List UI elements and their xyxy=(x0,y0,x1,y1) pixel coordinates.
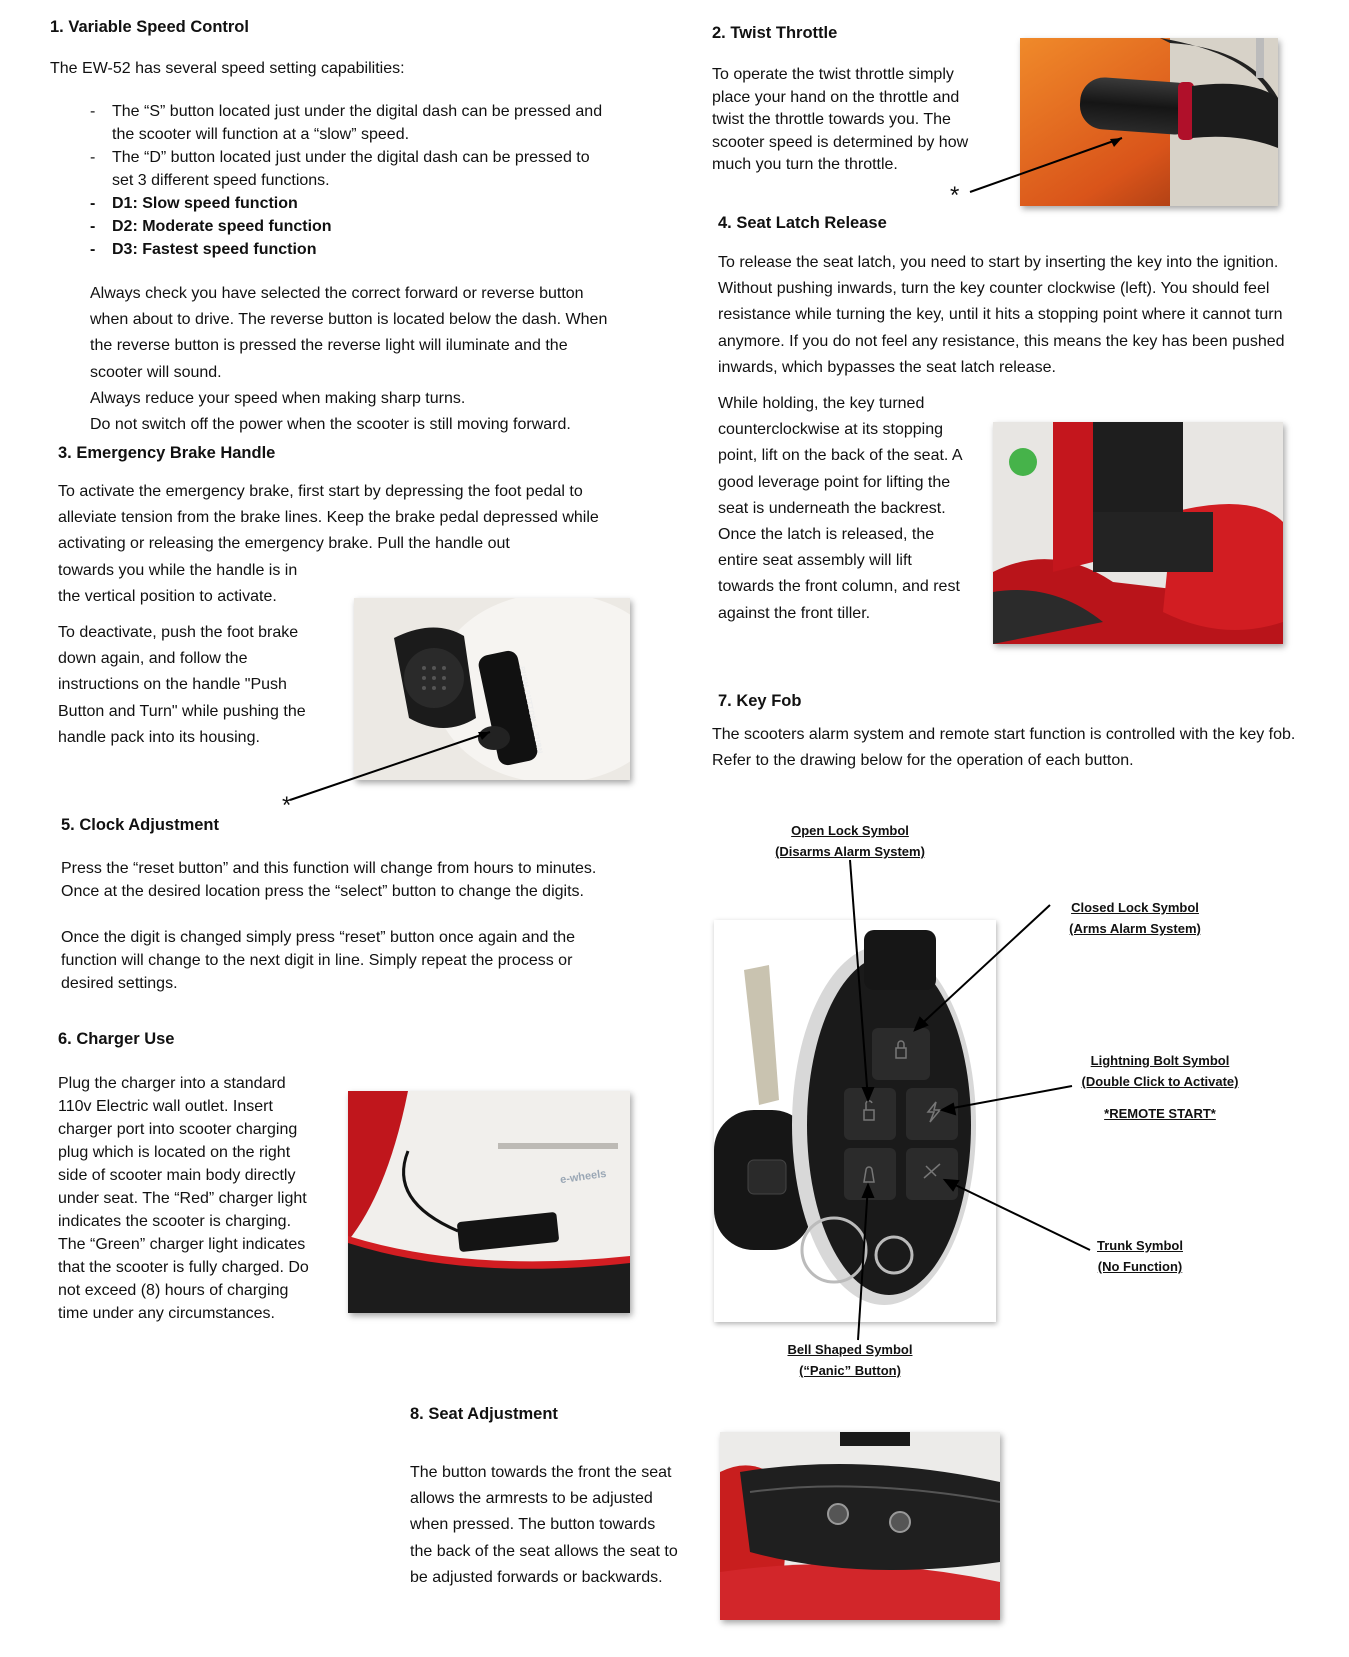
section-text: To deactivate, push the foot brake down again, and follow the instructions on the handle "Push Button and Turn" while pushing the handle pack into its housing. xyxy=(58,624,306,746)
label-desc: (Arms Alarm System) xyxy=(1069,921,1201,936)
section-text: Plug the charger into a standard 110v Electric wall outlet. Insert charger port into scooter charging plug which is located on the right side of scooter main body directly under seat. The “Red” charger light indicates the scooter is charging. The “Green” charger light indicates that the scooter is fully charged. Do not exceed (8) hours of charging time under any circumstances. xyxy=(58,1075,309,1322)
section-key-fob xyxy=(712,692,1322,774)
section-title: 6. Charger Use xyxy=(58,1030,175,1048)
section-clock-adjustment xyxy=(61,816,641,995)
section-title: 7. Key Fob xyxy=(718,692,802,710)
label-desc: (“Panic” Button) xyxy=(799,1363,901,1378)
remote-start-label: *REMOTE START* xyxy=(1104,1106,1216,1121)
section-title: 4. Seat Latch Release xyxy=(718,214,887,232)
note-text: Do not switch off the power when the scooter is still moving forward. xyxy=(90,416,571,434)
section-text: To release the seat latch, you need to start by inserting the key into the ignition. Without pushing inwards, turn the key counter clockwise (left). You should feel resistance while turning the key, until it hits a stopping point where it cannot turn anymore. If you do not feel any resistance, this means the key has been pushed inwards, which bypasses the seat latch release. xyxy=(718,254,1285,376)
speed-notes xyxy=(90,281,615,438)
section-title: 8. Seat Adjustment xyxy=(410,1405,558,1423)
section-title: 2. Twist Throttle xyxy=(712,24,838,42)
list-item: - The “D” button located just under the digital dash can be pressed to set 3 different speed functions. xyxy=(90,146,610,192)
note-text: Always reduce your speed when making sharp turns. xyxy=(90,389,466,407)
section-title: 1. Variable Speed Control xyxy=(50,18,249,36)
section-text: The scooters alarm system and remote start function is controlled with the key fob. Refer to the drawing below for the operation of each button. xyxy=(712,726,1296,770)
list-item: - The “S” button located just under the digital dash can be pressed and the scooter will function at a “slow” speed. xyxy=(90,100,610,146)
key-fob-pointer-lines xyxy=(800,850,1220,1370)
section-text: To operate the twist throttle simply place your hand on the throttle and twist the throttle towards you. The scooter speed is determined by how much you turn the throttle. xyxy=(712,66,969,173)
section-variable-speed xyxy=(50,18,630,438)
asterisk-marker: * xyxy=(282,792,292,819)
section-text: Press the “reset button” and this function will change from hours to minutes. Once at the desired location press the “select” button to change the digits. xyxy=(61,860,597,900)
brand-logo-text: e-wheels xyxy=(559,1167,608,1187)
label-title: Trunk Symbol xyxy=(1097,1238,1183,1253)
section-text: The button towards the front the seat allows the armrests to be adjusted when pressed. The button towards the back of the seat allows the seat to be adjusted forwards or backwards. xyxy=(410,1464,678,1586)
section-twist-throttle xyxy=(712,24,992,177)
label-desc: (Double Click to Activate) xyxy=(1081,1074,1239,1089)
seat-adjustment-photo xyxy=(720,1432,1000,1620)
section-charger-use xyxy=(58,1030,328,1325)
list-item: - D3: Fastest speed function xyxy=(90,238,610,261)
label-title: Closed Lock Symbol xyxy=(1071,900,1199,915)
section-text: towards you while the handle is in the vertical position to activate. xyxy=(58,561,298,605)
seat-latch-photo xyxy=(993,422,1283,644)
handle-label: PUSH BUTTON & TURN xyxy=(517,665,544,755)
label-title: Lightning Bolt Symbol xyxy=(1090,1053,1230,1068)
section-text: While holding, the key turned counterclockwise at its stopping point, lift on the back of the seat. A good leverage point for lifting the seat is underneath the backrest. Once the latch is released, the entire seat assembly will lift towards the front column, and rest against the front tiller. xyxy=(718,395,962,622)
list-item: - D2: Moderate speed function xyxy=(90,215,610,238)
section-seat-adjustment xyxy=(410,1405,690,1591)
label-title: Open Lock Symbol xyxy=(791,823,909,838)
charger-photo xyxy=(348,1091,630,1313)
section-title: 3. Emergency Brake Handle xyxy=(58,444,276,462)
speed-list xyxy=(90,100,610,261)
section-title: 5. Clock Adjustment xyxy=(61,816,219,834)
section-text: Once the digit is changed simply press “reset” button once again and the function will change to the next digit in line. Simply repeat the process or desired settings. xyxy=(61,929,576,992)
label-desc: (No Function) xyxy=(1097,1259,1183,1274)
label-title: Bell Shaped Symbol xyxy=(787,1342,913,1357)
brake-pointer-line xyxy=(280,720,520,820)
asterisk-marker: * xyxy=(950,182,960,209)
section-text: To activate the emergency brake, first start by depressing the foot pedal to alleviate tension from the brake lines. Keep the brake pedal depressed while activating or releasing the emergency brake. Pull the handle out xyxy=(58,483,599,553)
note-text: Always check you have selected the correct forward or reverse button when about to drive. The reverse button is located below the dash. When the reverse button is pressed the reverse light will iluminate and the scooter will sound. xyxy=(90,285,608,381)
intro-text: The EW-52 has several speed setting capabilities: xyxy=(50,60,405,77)
list-item: - D1: Slow speed function xyxy=(90,192,610,215)
label-desc: (Disarms Alarm System) xyxy=(775,844,925,859)
